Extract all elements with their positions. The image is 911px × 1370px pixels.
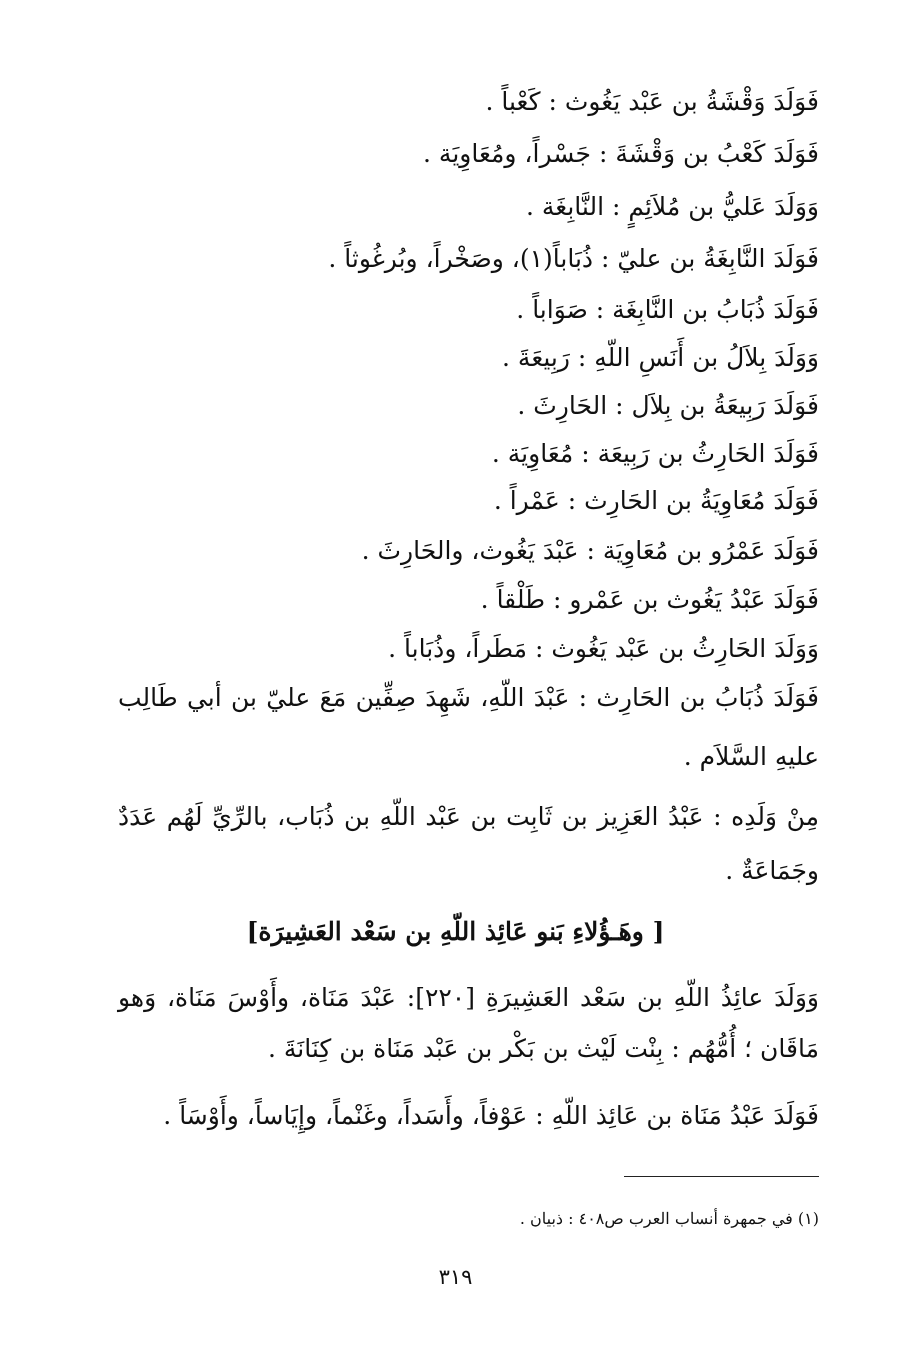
text-line-17: وَوَلَدَ عائِذُ اللّهِ بن سَعْد العَشِيرَةِ [٢٢٠]: عَبْدَ مَنَاة، وأَوْسَ مَنَاة، وَهو	[118, 983, 819, 1012]
text-line-4: فَوَلَدَ النَّابِغَةُ بن عليّ : ذُبَاباً(١)، وصَخْراً، وبُرغُوثاً .	[328, 244, 819, 273]
text-line-18: مَاقَان ؛ أُمُّهُم : بِنْت لَيْث بن بَكْر بن عَبْد مَنَاة بن كِنَانَةَ .	[267, 1034, 819, 1063]
text-line-9: فَوَلَدَ مُعَاوِيَةُ بن الحَارِث : عَمْراً .	[493, 486, 819, 515]
text-line-11: فَوَلَدَ عَبْدُ يَغُوث بن عَمْرو : طَلْقاً .	[480, 585, 819, 614]
text-line-10: فَوَلَدَ عَمْرُو بن مُعَاوِيَة : عَبْدَ يَغُوث، والحَارِثَ .	[361, 536, 819, 565]
footnote: (١) في جمهرة أنساب العرب ص٤٠٨ : ذبيان .	[519, 1209, 819, 1228]
footnote-divider	[624, 1176, 819, 1177]
text-line-16: وجَمَاعَةٌ .	[725, 856, 819, 885]
text-line-8: فَوَلَدَ الحَارِثُ بن رَبِيعَة : مُعَاوِيَة .	[491, 439, 819, 468]
text-line-7: فَوَلَدَ رَبِيعَةُ بن بِلاَل : الحَارِثَ .	[517, 391, 819, 420]
page-number: ٣١٩	[438, 1265, 473, 1289]
text-line-14: عليهِ السَّلاَم .	[683, 742, 819, 771]
text-line-19: فَوَلَدَ عَبْدُ مَنَاة بن عَائِذ اللّهِ : عَوْفاً، وأَسَداً، وغَنْماً، وإِيَاساً، وأَوْسَاً .	[163, 1101, 819, 1130]
text-line-5: فَوَلَدَ ذُبَابُ بن النَّابِغَة : صَوَاباً .	[516, 295, 819, 324]
section-heading: [ وهَـؤُلاءِ بَنو عَائِذ اللّهِ بن سَعْد العَشِيرَة]	[246, 917, 665, 946]
text-line-2: فَوَلَدَ كَعْبُ بن وَقْشَةَ : جَسْراً، ومُعَاوِيَة .	[423, 139, 819, 168]
text-line-6: وَوَلَدَ بِلاَلُ بن أَنَسِ اللّهِ : رَبِيعَةَ .	[502, 343, 819, 372]
text-line-1: فَوَلَدَ وَقْشَةُ بن عَبْد يَغُوث : كَعْباً .	[485, 87, 819, 116]
text-line-13: فَوَلَدَ ذُبَابُ بن الحَارِث : عَبْدَ اللّهِ، شَهِدَ صِفِّين مَعَ عليّ بن أبي طَالِب	[118, 683, 819, 712]
text-line-3: وَوَلَدَ عَليُّ بن مُلاَئِمٍ : النَّابِغَة .	[525, 192, 819, 221]
text-line-12: وَوَلَدَ الحَارِثُ بن عَبْد يَغُوث : مَطَراً، وذُبَاباً .	[388, 634, 819, 663]
text-line-15: مِنْ وَلَدِه : عَبْدُ العَزِيز بن ثَابِت بن عَبْد اللّهِ بن ذُبَاب، بالرِّيِّ لَهُم عَدَدٌ	[118, 802, 819, 831]
